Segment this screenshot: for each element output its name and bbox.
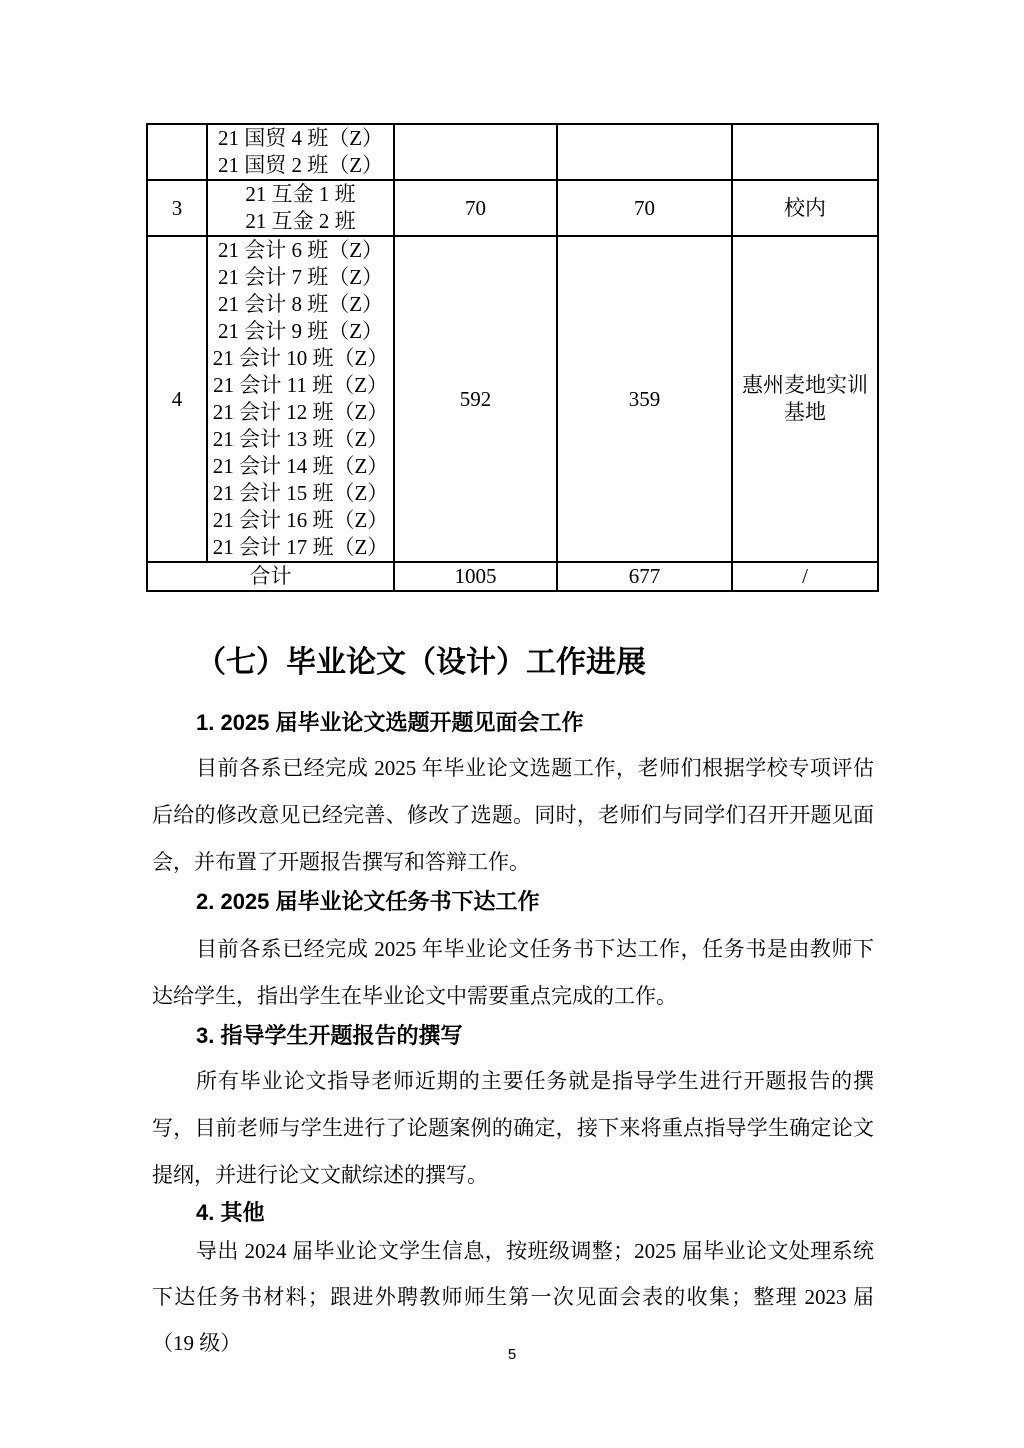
count-b-cell: 70	[557, 180, 732, 236]
class-line: 21 国贸 2 班（Z）	[217, 153, 384, 177]
classes-cell	[207, 124, 394, 180]
count-a-cell	[394, 124, 557, 180]
total-location-cell: /	[732, 562, 878, 591]
class-line: 21 会计 13 班（Z）	[212, 427, 389, 451]
class-line: 21 会计 12 班（Z）	[212, 400, 389, 424]
classes-cell	[207, 236, 394, 562]
paragraph-2: 目前各系已经完成 2025 年毕业论文任务书下达工作，任务书是由教师下达给学生，指出学生在毕业论文中需要重点完成的工作。	[152, 937, 874, 1008]
subsection-title-1: 1. 2025 届毕业论文选题开题见面会工作	[196, 710, 584, 735]
page-number: 5	[507, 1346, 517, 1363]
class-line: 21 会计 10 班（Z）	[212, 346, 389, 370]
count-a-cell: 70	[394, 180, 557, 236]
count-b-cell: 359	[557, 236, 732, 562]
paragraph-1: 目前各系已经完成 2025 年毕业论文选题工作，老师们根据学校专项评估后给的修改意见已经完善、修改了选题。同时，老师们与同学们召开开题见面会，并布置了开题报告撰写和答辩工作。	[152, 756, 874, 874]
serial-cell	[147, 124, 207, 180]
table-row	[147, 124, 878, 180]
location-cell	[732, 236, 878, 562]
class-line: 21 会计 9 班（Z）	[217, 319, 384, 343]
table-row	[147, 236, 878, 562]
class-line: 21 会计 11 班（Z）	[213, 373, 388, 397]
class-line: 21 会计 16 班（Z）	[212, 508, 389, 532]
class-line: 21 互金 1 班	[245, 182, 356, 206]
section-heading: （七）毕业论文（设计）工作进展	[196, 646, 646, 679]
subsection-title-2: 2. 2025 届毕业论文任务书下达工作	[196, 889, 540, 914]
serial-cell: 4	[147, 236, 207, 562]
total-count-a-cell: 1005	[394, 562, 557, 591]
location-cell: 校内	[732, 180, 878, 236]
paragraph-3: 所有毕业论文指导老师近期的主要任务就是指导学生进行开题报告的撰写，目前老师与学生进行了论题案例的确定，接下来将重点指导学生确定论文提纲，并进行论文文献综述的撰写。	[152, 1069, 874, 1187]
subsection-title-3: 3. 指导学生开题报告的撰写	[196, 1023, 463, 1048]
class-line: 21 会计 8 班（Z）	[217, 292, 384, 316]
class-line: 21 会计 17 班（Z）	[212, 535, 389, 559]
subsection-title-4: 4. 其他	[196, 1200, 265, 1225]
classes-table	[146, 123, 879, 592]
location-line: 惠州麦地实训	[742, 373, 868, 397]
class-line: 21 国贸 4 班（Z）	[217, 126, 384, 150]
total-label-cell: 合计	[147, 562, 394, 591]
class-line: 21 会计 6 班（Z）	[217, 238, 384, 262]
total-row	[147, 562, 878, 591]
location-line: 基地	[784, 400, 826, 424]
location-cell	[732, 124, 878, 180]
count-b-cell	[557, 124, 732, 180]
class-line: 21 会计 14 班（Z）	[212, 454, 389, 478]
total-count-b-cell: 677	[557, 562, 732, 591]
serial-cell: 3	[147, 180, 207, 236]
count-a-cell: 592	[394, 236, 557, 562]
class-line: 21 会计 15 班（Z）	[212, 481, 389, 505]
class-line: 21 会计 7 班（Z）	[217, 265, 384, 289]
table-row	[147, 180, 878, 236]
class-line: 21 互金 2 班	[245, 209, 356, 233]
paragraph-4: 导出 2024 届毕业论文学生信息，按班级调整；2025 届毕业论文处理系统下达任务书材料；跟进外聘教师师生第一次见面会表的收集；整理 2023 届（19 级）	[152, 1239, 874, 1355]
classes-cell	[207, 180, 394, 236]
